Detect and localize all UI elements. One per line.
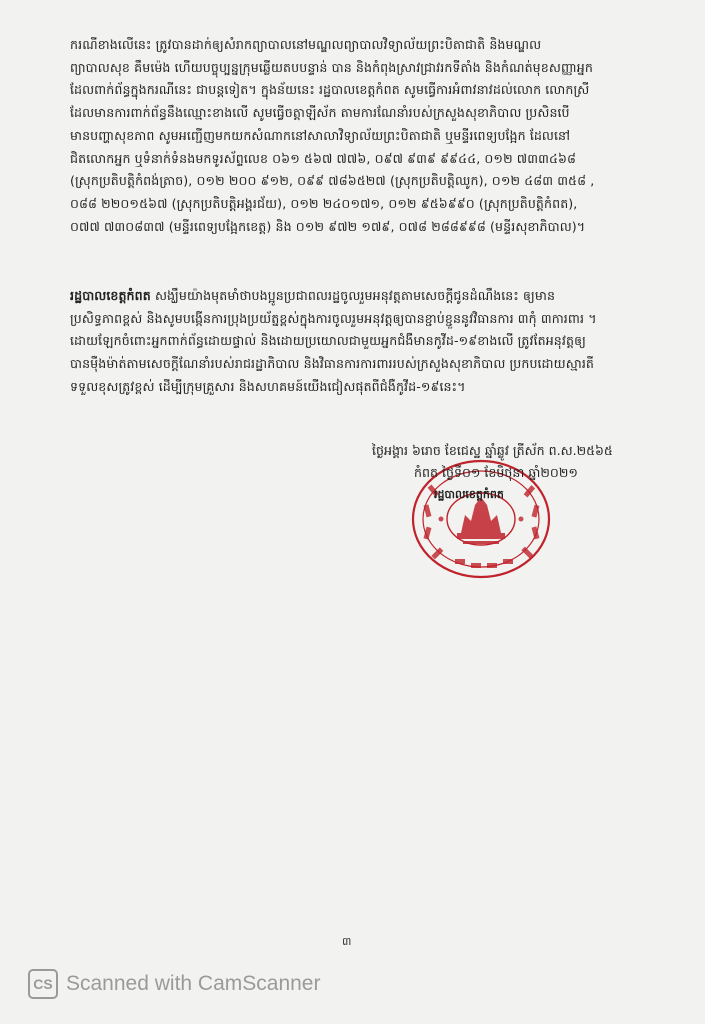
text-line: មានបញ្ហាសុខភាព សូមអញ្ជើញមកយកសំណាកនៅសាលាវិទ្យាល័យព្រះបិតាជាតិ ឬមន្ទីរពេទ្យបង្អែក ដែលនៅ: [70, 127, 571, 143]
date-lunar: ថ្ងៃអង្គារ ៦រោច ខែជេស្ឋ ឆ្នាំឆ្លូវ ត្រីស័ក ព.ស.២៥៦៥: [372, 443, 613, 458]
camscanner-logo-icon: CS: [28, 969, 58, 999]
page-number: ៣: [342, 935, 352, 948]
text-line: ជិតលោកអ្នក ឬទំនាក់ទំនងមកទូរស័ព្ទលេខ ០៦១ ៥៦៧ ៧៧៦, ០៩៧ ៩៣៩ ៩៩៤៤, ០១២ ៧៣៣៤៦៨: [70, 150, 577, 166]
text-line: ព្យាបាលសុខ គឹមម៉េង ហើយបច្ចុប្បន្នក្រុមឆ្លើយតបបន្ទាន់ បាន និងកំពុងស្រាវជ្រាវរកទីតាំង និងកំណត់មុខសញ្ញាអ្នក: [70, 59, 593, 75]
text-line: ករណីខាងលើនេះ ត្រូវបានដាក់ឲ្យសំរាកព្យាបាលនៅមណ្ឌលព្យាបាលវិទ្យាល័យព្រះបិតាជាតិ និងមណ្ឌល: [70, 37, 542, 52]
scanner-watermark: [28, 968, 320, 1000]
text-line: បានម៉ឺងម៉ាត់តាមសេចក្តីណែនាំរបស់រាជរដ្ឋាភិបាល និងវិធានការការពាររបស់ក្រសួងសុខាភិបាល ប្រកបដោយស្មារតី: [70, 356, 595, 372]
date-block: [372, 440, 672, 506]
text-line: (ស្រុកប្រតិបត្តិកំពង់ត្រាច), ០១២ ២០០ ៩១២, ០៩៩ ៧៨៦៥២៧ (ស្រុកប្រតិបត្តិឈូក), ០១២ ៤៨៣ ៣៥៨ ,: [70, 173, 595, 189]
date-solar: កំពត ថ្ងៃទី០១ ខែមិថុនា ឆ្នាំ២០២១: [414, 465, 578, 480]
signatory: រដ្ឋបាលខេត្តកំពត: [434, 488, 504, 501]
text-line: ដោយឡែកចំពោះអ្នកពាក់ព័ន្ធដោយផ្ទាល់ និងដោយប្រយោលជាមួយអ្នកជំងឺមានកូវីដ-១៩ខាងលើ ត្រូវតែអនុវត្តឲ្យ: [70, 333, 586, 349]
text-line: ០៧៧ ៧៣០៨៣៧ (មន្ទីរពេទ្យបង្អែកខេត្ត) និង ០១២ ៩៧២ ១៧៩, ០៧៨ ២៨៨៩៩៨ (មន្ទីរសុខាភិបាល)។: [70, 218, 586, 234]
paragraph-lead: រដ្ឋបាលខេត្តកំពត: [70, 288, 151, 303]
text-line-rest: សង្ឃឹមយ៉ាងមុតមាំថាបងប្អូនប្រជាពលរដ្ឋចូលរួមអនុវត្តតាមសេចក្តីជូនដំណឹងនេះ ឲ្យមាន: [150, 288, 556, 303]
text-line: ទទួលខុសត្រូវខ្ពស់ ដើម្បីក្រុមគ្រួសារ និងសហគមន៍យើងជៀសផុតពីជំងឺកូវីដ-១៩នេះ។: [70, 378, 466, 394]
text-line: ដែលមានការពាក់ព័ន្ធនឹងឈ្មោះខាងលើ សូមធ្វើចត្តាឡីស័ក តាមការណែនាំរបស់ក្រសួងសុខាភិបាល ប្រសិនបើ: [70, 105, 570, 121]
text-line: [70, 285, 652, 308]
text-line: ០៨៨ ២២០១៥៦៧ (ស្រុកប្រតិបត្តិអង្គរជ័យ), ០១២ ២៤០១៧១, ០១២ ៩៥៦៩៩០ (ស្រុកប្រតិបត្តិកំពត),: [70, 195, 578, 211]
paragraph-1: [70, 34, 652, 238]
text-line: ដែលពាក់ព័ន្ធក្នុងករណីនេះ ជាបន្តទៀត។ ក្នុងន័យនេះ រដ្ឋបាលខេត្តកំពត សូមធ្វើការអំពាវនាវដល់លោក លោកស្រី: [70, 82, 590, 98]
paragraph-2: [70, 285, 652, 399]
watermark-text: Scanned with CamScanner: [66, 972, 321, 995]
text-line: ប្រសិទ្ធភាពខ្ពស់ និងសូមបង្កើនការប្រុងប្រយ័ត្នខ្ពស់ក្នុងការចូលរួមអនុវត្តឲ្យបានខ្ជាប់ខ្ជួននូវវិធានការ ៣កុំ ៣ការពារ ។: [70, 310, 597, 326]
